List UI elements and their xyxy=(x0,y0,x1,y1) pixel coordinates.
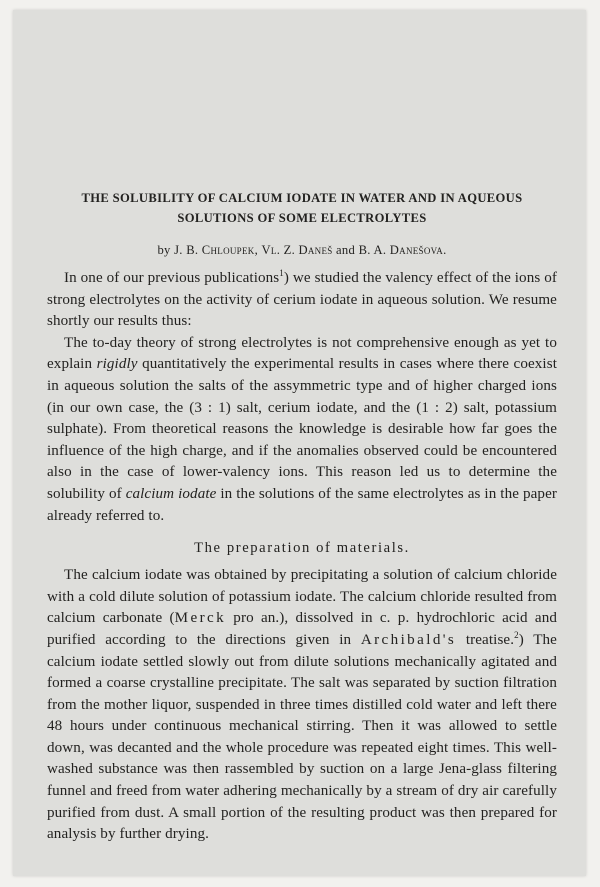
prep-text: The calcium iodate was obtained by precipitating a solution of calcium chloride with a cold dilute solution of potassium iodate. The calcium chloride resulted from calcium carbonate ( xyxy=(47,567,557,627)
author-1: J. B. Chloupek xyxy=(174,243,255,257)
paragraph-theory xyxy=(47,333,557,527)
theory-text: The to-day theory of strong electrolytes is not comprehensive enough as yet to explain xyxy=(47,334,557,373)
spaced-archibald: Archibald's xyxy=(360,631,457,648)
section-heading: The preparation of materials. xyxy=(194,540,410,557)
footnote-ref-2: 2 xyxy=(514,629,519,640)
intro-text: In one of our previous publications xyxy=(64,270,280,286)
theory-text-end: in the solutions of the same electrolytes as in the paper already referred to. xyxy=(47,485,557,524)
authors-separator: , xyxy=(254,243,262,257)
theory-text-cont: quantitatively the experimental results in cases where there coexist in aqueous solution the salts of the assymmetric type and of higher charged ions (in our own case, the (3 : 1) salt, cerium iodate, and the (1 : 2) salt, potassium sulphate). From theoretical reasons the knowledge is desirable how far goes the influence of the high charge, and if the anomalies observed could be encountered also in the case of lower-valency ions. This reason led us to determine the solubility of xyxy=(47,356,557,502)
author-3: B. A. Danešova xyxy=(358,243,444,257)
author-line xyxy=(47,241,557,259)
paper-page xyxy=(13,10,586,876)
authors-and: and xyxy=(332,243,359,257)
article xyxy=(47,188,557,846)
authors-end: . xyxy=(443,243,447,257)
author-2: Vl. Z. Daneš xyxy=(261,243,333,257)
footnote-ref-1: 1 xyxy=(279,267,284,278)
article-title: THE SOLUBILITY OF CALCIUM IODATE IN WATER AND IN AQUEOUS SOLUTIONS OF SOME ELECTROLYTES xyxy=(81,191,523,225)
emphasis-rigidly: rigidly xyxy=(96,356,138,373)
intro-text-cont: ) we studied the valency effect of the ions of strong electrolytes on the activity of cerium iodate in aqueous solution. We resume shortly our results thus: xyxy=(47,270,557,330)
prep-text-cont: pro an.), dissolved in c. p. hydrochloric acid and purified according to the directions given in xyxy=(47,610,558,648)
emphasis-calcium-iodate: calcium iodate xyxy=(125,485,217,502)
prep-text-end: ) The calcium iodate settled slowly out from dilute solutions mechanically agitated and formed a coarse crystalline precipitate. The salt was separated by suction filtration from the mother liquor, suspended in three times distilled cold water and left there 48 hours under continuous mechanical stirring. Then it was allowed to settle down, was decanted and the whole procedure was repeated eight times. This well-washed substance was then rassembled by suction on a large Jena-glass filtering funnel and freed from water adhering mechanically by a stream of dry air carefully purified from dust. A small portion of the resulting product was then prepared for analysis by further drying. xyxy=(47,631,557,843)
article-body xyxy=(47,268,557,846)
prep-text-treatise: treatise. xyxy=(456,631,515,648)
spaced-merck: Merck xyxy=(174,610,227,627)
paragraph-preparation xyxy=(47,565,557,846)
paragraph-intro xyxy=(47,268,557,333)
authors-by: by xyxy=(157,243,175,257)
